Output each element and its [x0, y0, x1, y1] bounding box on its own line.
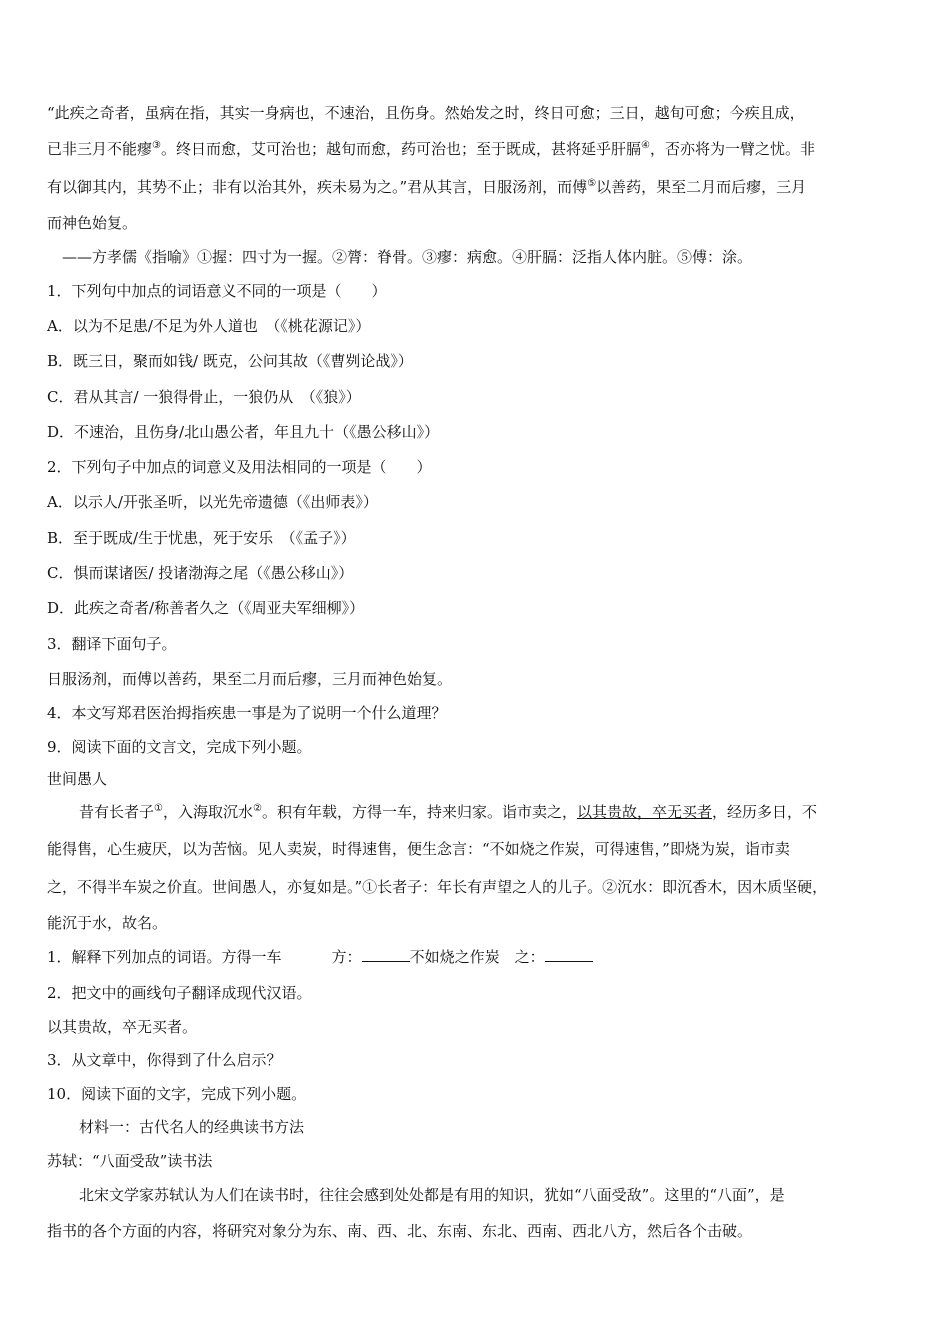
- passage1-line-2: 已非三月不能瘳③。终日而愈，艾可治也；越旬而愈，药可治也；至于既成，甚将延乎肝膈④，否亦将为一臂之忧。非: [47, 140, 815, 158]
- material-1-heading: 材料一：古代名人的经典读书方法: [79, 1118, 305, 1136]
- answer-blank-1[interactable]: [362, 947, 410, 962]
- passage1-line-1: “此疾之奇者，虽病在指，其实一身病也，不速治，且伤身。然始发之时，终日可愈；三日，越旬可愈；今疾且成，: [47, 104, 805, 122]
- question-9-1: 1．解释下列加点的词语。方得一车 方： 不如烧之作炭 之：: [47, 947, 914, 967]
- question-2-option-a: A．以示人/开张圣听，以光先帝遗德（《出师表》）: [47, 493, 378, 511]
- passage2-line-4: 能沉于水，故名。: [47, 914, 168, 932]
- passage1-source-notes: ——方孝儒《指喻》①握：四寸为一握。②膂：脊骨。③瘳：病愈。④肝膈：泛指人体内脏。⑤傅：涂。: [62, 248, 753, 266]
- su-shi-paragraph-line-2: 指书的各个方面的内容，将研究对象分为东、南、西、北、东南、东北、西南、西北八方，然后各个击破。: [47, 1222, 753, 1240]
- question-9-2-sentence: 以其贵故，卒无买者。: [47, 1018, 198, 1036]
- passage2-line-1: 昔有长者子①，入海取沉水②。积有年载，方得一车，持来归家。诣市卖之，以其贵故，卒无买者，经历多日，不: [79, 803, 818, 821]
- passage1-line-4: 而神色始复。: [47, 214, 138, 232]
- question-2-option-b: B．至于既成/生于忧患，死于安乐 （《孟子》）: [47, 529, 356, 547]
- question-9-2: 2．把文中的画线句子翻译成现代汉语。: [47, 984, 312, 1002]
- question-2-option-d: D．此疾之奇者/称善者久之（《周亚夫军细柳》）: [47, 599, 365, 617]
- question-1-stem: 1．下列句中加点的词语意义不同的一项是（ ）: [47, 282, 387, 300]
- question-3-stem: 3．翻译下面句子。: [47, 635, 177, 653]
- passage2-title: 世间愚人: [47, 770, 108, 788]
- question-1-option-c: C．君从其言/ 一狼得骨止，一狼仍从 （《狼》）: [47, 388, 361, 406]
- passage2-line-3: 之，不得半车炭之价直。世间愚人，亦复如是。”①长者子：年长有声望之人的儿子。②沉水：即沉香木，因木质坚硬，: [47, 878, 828, 896]
- question-10-stem: 10．阅读下面的文字，完成下列小题。: [47, 1085, 307, 1103]
- question-1-option-b: B．既三日，聚而如钱/ 既克，公问其故（《曹刿论战》）: [47, 352, 413, 370]
- passage2-line-2: 能得售，心生疲厌，以为苦恼。见人卖炭，时得速售，便生念言：“不如烧之作炭，可得速售，”即烧为炭，诣市卖: [47, 840, 790, 858]
- question-2-option-c: C．惧而谋诸医/ 投诸渤海之尾（《愚公移山》）: [47, 564, 354, 582]
- question-9-stem: 9．阅读下面的文言文，完成下列小题。: [47, 738, 312, 756]
- question-4-stem: 4．本文写郑君医治拇指疾患一事是为了说明一个什么道理？: [47, 704, 447, 722]
- answer-blank-2[interactable]: [545, 947, 593, 962]
- underlined-sentence: 以其贵故，卒无买者: [576, 803, 712, 821]
- question-3-sentence: 日服汤剂，而傅以善药，果至二月而后瘳，三月而神色始复。: [47, 670, 453, 688]
- question-9-3: 3．从文章中，你得到了什么启示？: [47, 1051, 282, 1069]
- su-shi-paragraph-line-1: 北宋文学家苏轼认为人们在读书时，往往会感到处处都是有用的知识，犹如“八面受敌”。这里的“八面”，是: [79, 1186, 785, 1204]
- question-1-option-d: D．不速治，且伤身/北山愚公者，年且九十（《愚公移山》）: [47, 423, 440, 441]
- su-shi-heading: 苏轼：“八面受敌”读书法: [47, 1152, 213, 1170]
- passage1-line-3: 有以御其内，其势不止；非有以治其外，疾未易为之。”君从其言，日服汤剂，而傅⑤以善药，果至二月而后瘳，三月: [47, 178, 807, 196]
- question-1-option-a: A．以为不足患/不足为外人道也 （《桃花源记》）: [47, 317, 371, 335]
- question-2-stem: 2．下列句子中加点的词意义及用法相同的一项是（ ）: [47, 458, 432, 476]
